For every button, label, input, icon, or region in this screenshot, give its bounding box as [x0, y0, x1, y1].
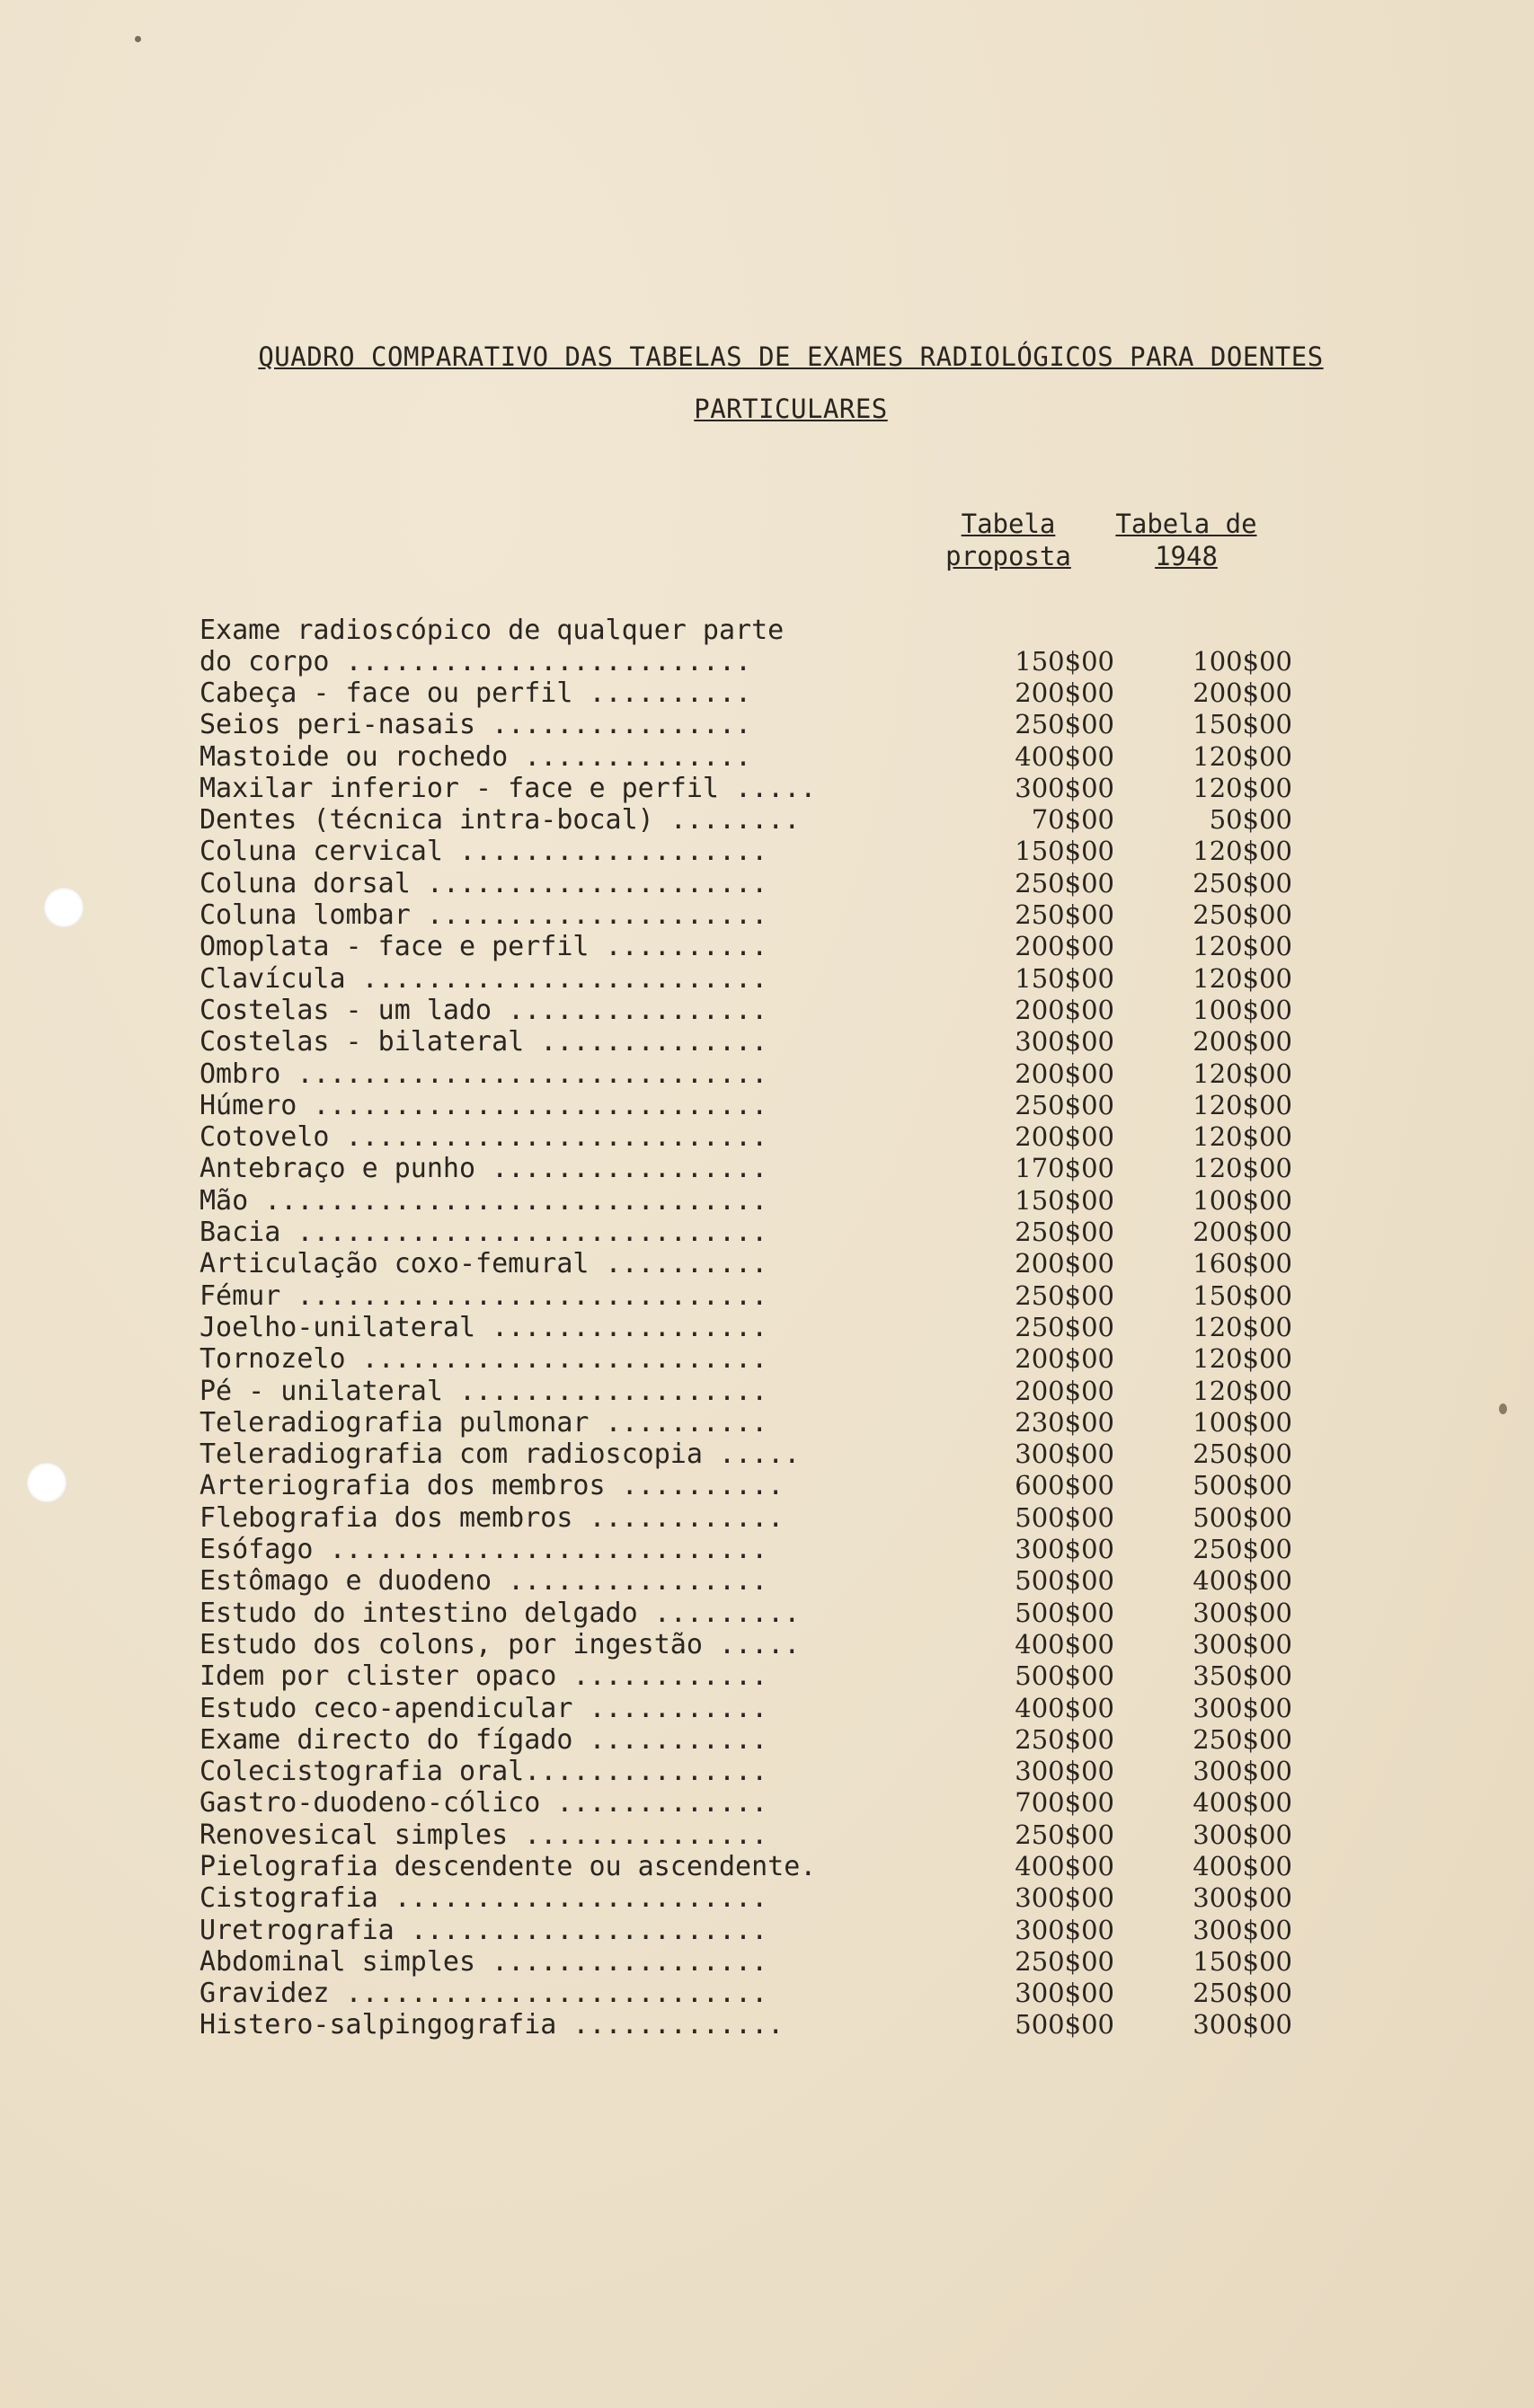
price-1948: 250$00	[1193, 1439, 1292, 1470]
table-row	[200, 836, 1341, 867]
price-1948: 120$00	[1193, 1343, 1292, 1375]
price-proposta: 150$00	[1015, 646, 1114, 677]
price-1948: 120$00	[1193, 1311, 1292, 1342]
exam-label: Tornozelo .........................	[200, 1343, 768, 1376]
table-row	[200, 963, 1341, 995]
price-1948: 120$00	[1193, 836, 1292, 867]
table-row	[200, 677, 1341, 709]
price-1948: 120$00	[1193, 1121, 1292, 1153]
table-row	[200, 1058, 1341, 1090]
table-row	[200, 1312, 1341, 1343]
table-row	[200, 1280, 1341, 1312]
punch-hole-top	[44, 888, 84, 927]
table-row	[200, 931, 1341, 962]
exam-label: Teleradiografia pulmonar ..........	[200, 1406, 768, 1439]
price-1948: 300$00	[1193, 1882, 1292, 1914]
exam-label: Bacia .............................	[200, 1217, 768, 1249]
column-header-line: Tabela de	[1115, 509, 1257, 539]
table-row	[200, 709, 1341, 740]
exam-label: Cabeça - face ou perfil ..........	[200, 677, 752, 709]
price-proposta: 700$00	[1015, 1787, 1114, 1819]
exam-label: Flebografia dos membros ............	[200, 1501, 785, 1534]
document-title	[198, 331, 1384, 435]
price-1948: 300$00	[1193, 1628, 1292, 1660]
price-1948: 300$00	[1193, 1819, 1292, 1850]
exam-label: Exame radioscópico de qualquer parte do corpo .........................	[200, 615, 785, 677]
price-1948: 250$00	[1193, 1534, 1292, 1565]
table-row	[200, 1756, 1341, 1787]
exam-label: Cotovelo ..........................	[200, 1121, 768, 1154]
price-proposta: 300$00	[1015, 1439, 1114, 1470]
table-row	[200, 1660, 1341, 1692]
price-1948: 200$00	[1193, 1026, 1292, 1058]
price-proposta: 200$00	[1015, 931, 1114, 962]
column-header-line: Tabela	[961, 509, 1056, 539]
price-1948: 300$00	[1193, 1597, 1292, 1628]
exam-label: Fémur .............................	[200, 1279, 768, 1312]
exam-label: Pielografia descendente ou ascendente.	[200, 1850, 817, 1882]
price-1948: 300$00	[1193, 1914, 1292, 1945]
price-1948: 300$00	[1193, 2009, 1292, 2041]
exam-label: Costelas - um lado ................	[200, 994, 768, 1026]
price-proposta: 250$00	[1015, 1217, 1114, 1248]
price-proposta: 300$00	[1015, 1756, 1114, 1787]
price-1948: 150$00	[1193, 709, 1292, 740]
price-proposta: 300$00	[1015, 1534, 1114, 1565]
price-1948: 300$00	[1193, 1756, 1292, 1787]
table-row	[200, 868, 1341, 899]
price-proposta: 230$00	[1015, 1406, 1114, 1438]
table-row	[200, 741, 1341, 773]
price-proposta: 250$00	[1015, 709, 1114, 740]
exam-label: Mastoide ou rochedo ..............	[200, 740, 752, 773]
price-1948: 250$00	[1193, 1723, 1292, 1755]
price-proposta: 500$00	[1015, 1501, 1114, 1533]
table-row	[200, 1376, 1341, 1407]
price-1948: 120$00	[1193, 772, 1292, 803]
exam-label: Seios peri-nasais ................	[200, 709, 752, 741]
table-row	[200, 1946, 1341, 1978]
price-1948: 100$00	[1193, 1184, 1292, 1216]
table-row	[200, 1439, 1341, 1470]
price-proposta: 300$00	[1015, 1026, 1114, 1058]
exam-label: Clavícula .........................	[200, 962, 768, 995]
table-row	[200, 1343, 1341, 1375]
table-row	[200, 804, 1341, 836]
price-proposta: 200$00	[1015, 677, 1114, 708]
price-proposta: 300$00	[1015, 1914, 1114, 1945]
price-proposta: 600$00	[1015, 1470, 1114, 1501]
price-proposta: 250$00	[1015, 867, 1114, 899]
price-1948: 200$00	[1193, 677, 1292, 708]
exam-label: Estudo dos colons, por ingestão .....	[200, 1628, 801, 1660]
exam-label: Omoplata - face e perfil ..........	[200, 931, 768, 963]
exam-label: Teleradiografia com radioscopia .....	[200, 1439, 801, 1471]
price-1948: 200$00	[1193, 1217, 1292, 1248]
exam-label: Coluna cervical ...................	[200, 836, 768, 868]
price-1948: 100$00	[1193, 994, 1292, 1025]
table-row	[200, 1565, 1341, 1597]
price-1948: 100$00	[1193, 1406, 1292, 1438]
table-row	[200, 995, 1341, 1026]
price-proposta: 250$00	[1015, 1311, 1114, 1342]
price-proposta: 250$00	[1015, 899, 1114, 931]
price-proposta: 500$00	[1015, 1660, 1114, 1692]
table-row	[200, 1026, 1341, 1058]
price-proposta: 400$00	[1015, 740, 1114, 772]
price-proposta: 150$00	[1015, 836, 1114, 867]
table-row	[200, 1248, 1341, 1279]
price-proposta: 400$00	[1015, 1850, 1114, 1881]
price-proposta: 200$00	[1015, 1248, 1114, 1279]
table-row	[200, 1534, 1341, 1565]
table-row	[200, 1693, 1341, 1724]
title-line-2: PARTICULARES	[694, 394, 888, 424]
price-1948: 150$00	[1193, 1279, 1292, 1311]
exam-label: Coluna dorsal .....................	[200, 867, 768, 899]
exam-label: Esófago ...........................	[200, 1534, 768, 1566]
price-1948: 500$00	[1193, 1501, 1292, 1533]
price-1948: 400$00	[1193, 1850, 1292, 1881]
punch-hole-bottom	[27, 1463, 67, 1502]
price-proposta: 300$00	[1015, 1882, 1114, 1914]
price-1948: 160$00	[1193, 1248, 1292, 1279]
price-proposta: 500$00	[1015, 1565, 1114, 1597]
price-1948: 500$00	[1193, 1470, 1292, 1501]
price-proposta: 200$00	[1015, 994, 1114, 1025]
price-1948: 120$00	[1193, 962, 1292, 994]
paper-speck	[135, 36, 141, 42]
column-header-tabela-1948	[1087, 508, 1285, 572]
column-header-tabela-proposta	[909, 508, 1107, 572]
table-row	[200, 899, 1341, 931]
table-row	[200, 615, 1341, 677]
exam-label: Coluna lombar .....................	[200, 899, 768, 932]
exam-label: Ombro .............................	[200, 1058, 768, 1090]
exam-label: Abdominal simples .................	[200, 1945, 768, 1978]
table-row	[200, 1915, 1341, 1946]
exam-label: Estudo do intestino delgado .........	[200, 1597, 801, 1629]
price-proposta: 400$00	[1015, 1628, 1114, 1660]
price-proposta: 250$00	[1015, 1819, 1114, 1850]
table-row	[200, 1724, 1341, 1756]
price-1948: 350$00	[1193, 1660, 1292, 1692]
exam-label: Arteriografia dos membros ..........	[200, 1470, 785, 1502]
exam-label: Histero-salpingografia .............	[200, 2009, 785, 2041]
column-header-line: proposta	[945, 541, 1071, 571]
exam-label: Antebraço e punho .................	[200, 1153, 768, 1185]
price-1948: 120$00	[1193, 1058, 1292, 1089]
exam-label: Húmero ............................	[200, 1089, 768, 1121]
column-header-line: 1948	[1155, 541, 1218, 571]
price-proposta: 170$00	[1015, 1153, 1114, 1184]
exam-label: Colecistografia oral...............	[200, 1756, 768, 1788]
price-1948: 300$00	[1193, 1692, 1292, 1723]
table-row	[200, 1978, 1341, 2009]
price-proposta: 400$00	[1015, 1692, 1114, 1723]
exam-label: Cistografia .......................	[200, 1882, 768, 1915]
exam-label: Costelas - bilateral ..............	[200, 1026, 768, 1058]
exam-label: Idem por clister opaco ............	[200, 1660, 768, 1693]
exam-label: Renovesical simples ...............	[200, 1819, 768, 1851]
table-row	[200, 1407, 1341, 1439]
table-row	[200, 1217, 1341, 1248]
price-proposta: 150$00	[1015, 962, 1114, 994]
table-row	[200, 1121, 1341, 1153]
exam-label: Uretrografia ......................	[200, 1914, 768, 1946]
price-1948: 120$00	[1193, 1089, 1292, 1120]
price-1948: 120$00	[1193, 740, 1292, 772]
table-row	[200, 1598, 1341, 1629]
exam-label: Pé - unilateral ...................	[200, 1375, 768, 1407]
price-1948: 400$00	[1193, 1565, 1292, 1597]
price-proposta: 500$00	[1015, 1597, 1114, 1628]
exam-label: Articulação coxo-femural ..........	[200, 1248, 768, 1280]
price-1948: 120$00	[1193, 1375, 1292, 1406]
table-row	[200, 1185, 1341, 1217]
exam-label: Gravidez ..........................	[200, 1978, 768, 2010]
price-1948: 150$00	[1193, 1945, 1292, 1977]
table-row	[200, 1090, 1341, 1121]
price-1948: 50$00	[1209, 804, 1292, 836]
price-proposta: 200$00	[1015, 1343, 1114, 1375]
price-proposta: 70$00	[1031, 804, 1114, 836]
price-1948: 100$00	[1193, 646, 1292, 677]
price-1948: 120$00	[1193, 1153, 1292, 1184]
paper-speck	[1499, 1403, 1507, 1414]
exam-label: Gastro-duodeno-cólico .............	[200, 1787, 768, 1819]
exam-label: Estudo ceco-apendicular ...........	[200, 1692, 768, 1724]
price-proposta: 250$00	[1015, 1089, 1114, 1120]
table-row	[200, 1153, 1341, 1184]
price-proposta: 500$00	[1015, 2009, 1114, 2041]
exam-label: Estômago e duodeno ................	[200, 1565, 768, 1598]
exam-label: Mão ...............................	[200, 1184, 768, 1217]
price-proposta: 250$00	[1015, 1279, 1114, 1311]
title-line-1: QUADRO COMPARATIVO DAS TABELAS DE EXAMES RADIOLÓGICOS PARA DOENTES	[258, 341, 1324, 372]
table-row	[200, 1882, 1341, 1914]
price-proposta: 200$00	[1015, 1058, 1114, 1089]
price-1948: 120$00	[1193, 931, 1292, 962]
exam-label: Exame directo do fígado ...........	[200, 1723, 768, 1756]
table-row	[200, 2009, 1341, 2041]
price-1948: 250$00	[1193, 1978, 1292, 2009]
table-row	[200, 1851, 1341, 1882]
table-row	[200, 1470, 1341, 1501]
exam-label: Maxilar inferior - face e perfil .....	[200, 772, 817, 804]
exam-label: Joelho-unilateral .................	[200, 1311, 768, 1343]
table-row	[200, 1502, 1341, 1534]
price-proposta: 250$00	[1015, 1945, 1114, 1977]
table-row	[200, 773, 1341, 804]
price-proposta: 150$00	[1015, 1184, 1114, 1216]
price-proposta: 200$00	[1015, 1375, 1114, 1406]
price-proposta: 200$00	[1015, 1121, 1114, 1153]
table-row	[200, 1819, 1341, 1851]
price-1948: 250$00	[1193, 867, 1292, 899]
price-1948: 250$00	[1193, 899, 1292, 931]
price-proposta: 300$00	[1015, 1978, 1114, 2009]
price-proposta: 300$00	[1015, 772, 1114, 803]
price-1948: 400$00	[1193, 1787, 1292, 1819]
price-proposta: 250$00	[1015, 1723, 1114, 1755]
exam-label: Dentes (técnica intra-bocal) ........	[200, 804, 801, 837]
table-row	[200, 1629, 1341, 1660]
table-row	[200, 1787, 1341, 1819]
price-table	[200, 615, 1341, 2041]
